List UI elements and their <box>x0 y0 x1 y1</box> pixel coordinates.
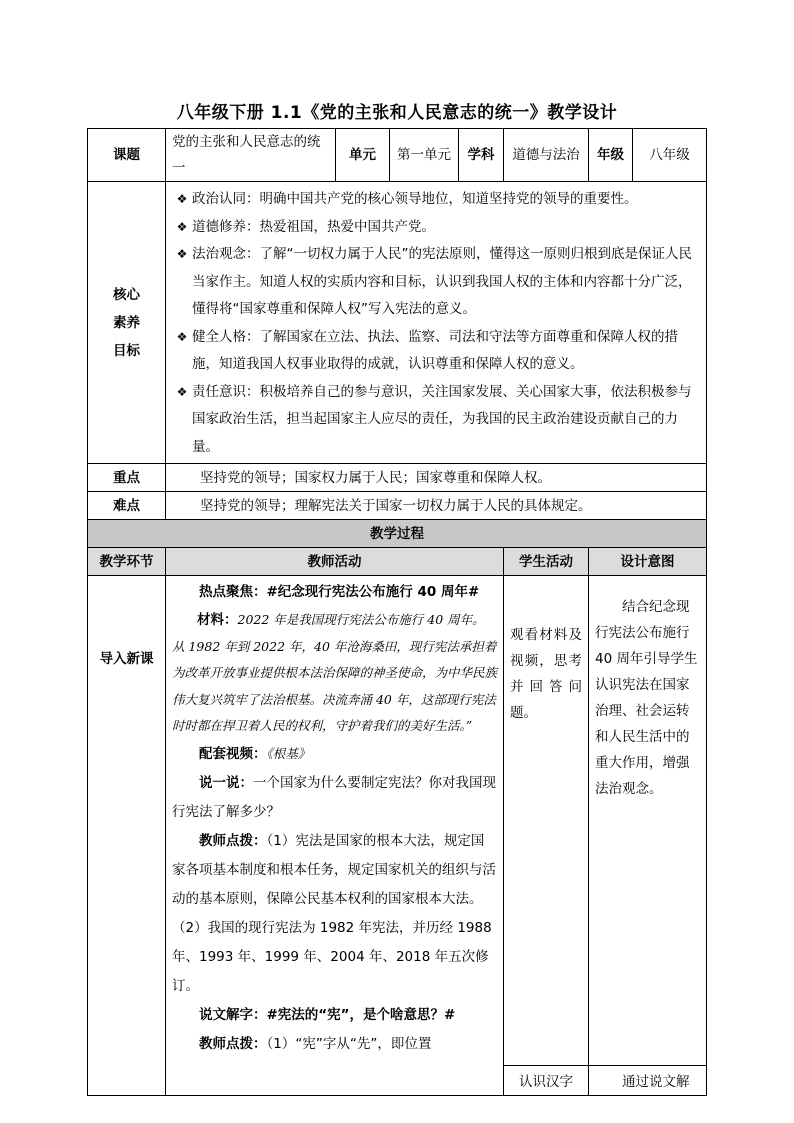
difficult-point-row <box>88 492 707 520</box>
goal-item: ❖ 法治观念：了解“一切权力属于人民”的宪法原则，懂得这一原则归根到底是保证人民当家作主。知道人权的实质内容和目标，认识到我国人权的主体和内容都十分广泛，懂得将“国家尊重和保障人权”写入宪法的意义。 <box>172 241 700 324</box>
subject-value: 道德与法治 <box>504 129 589 182</box>
unit-label: 单元 <box>336 129 390 182</box>
diamond-bullet-icon: ❖ <box>176 192 188 206</box>
guide2-label: 教师点拨： <box>199 1035 267 1052</box>
hot-value: #纪念现行宪法公布施行 40 周年# <box>266 584 480 600</box>
video-label: 配套视频： <box>199 745 267 762</box>
header-student: 学生活动 <box>504 548 589 576</box>
lesson-plan-table <box>87 128 707 1096</box>
say-label: 说一说： <box>199 774 253 791</box>
material-label: 材料： <box>197 612 238 628</box>
diamond-bullet-icon: ❖ <box>176 247 188 261</box>
word-value: #宪法的“宪”，是个啥意思？# <box>266 1006 456 1023</box>
design-intent: 结合纪念现行宪法公布施行 40 周年引导学生认识宪法在国家治理、社会运转和人民生活中的重大作用，增强法治观念。 <box>589 576 707 1066</box>
difficult-point-label: 难点 <box>88 492 166 520</box>
key-point-value: 坚持党的领导；国家权力属于人民；国家尊重和保障人权。 <box>166 464 707 492</box>
goals-list <box>166 182 707 464</box>
student-activity: 观看材料及视频，思考并回答问题。 <box>504 576 589 1066</box>
teacher-activity <box>166 576 504 1096</box>
grade-label: 年级 <box>589 129 633 182</box>
guide-label: 教师点拨： <box>199 832 267 849</box>
topic-value: 党的主张和人民意志的统一 <box>166 129 336 182</box>
word-label: 说文解字： <box>199 1006 267 1023</box>
goal-item: ❖ 政治认同：明确中国共产党的核心领导地位，知道坚持党的领导的重要性。 <box>172 186 700 214</box>
hot-label: 热点聚焦： <box>199 584 267 600</box>
stage-intro: 导入新课 <box>88 576 166 1096</box>
header-stage: 教学环节 <box>88 548 166 576</box>
student-activity-2: 认识汉字 <box>504 1066 589 1096</box>
diamond-bullet-icon: ❖ <box>176 384 188 399</box>
difficult-point-value: 坚持党的领导；理解宪法关于国家一切权力属于人民的具体规定。 <box>166 492 707 520</box>
intro-row <box>88 576 707 1066</box>
goal-item: ❖ 责任意识：积极培养自己的参与意识，关注国家发展、关心国家大事，依法积极参与国家政治生活，担当起国家主人应尽的责任，为我国的民主政治建设贡献自己的力量。 <box>172 379 700 462</box>
goals-label-line-2: 素养 <box>113 314 140 331</box>
goals-label <box>88 182 166 464</box>
info-row <box>88 129 707 182</box>
goals-row <box>88 182 707 464</box>
say-text: 一个国家为什么要制定宪法？你对我国现行宪法了解多少？ <box>172 774 496 820</box>
process-header-row <box>88 548 707 576</box>
unit-value: 第一单元 <box>390 129 459 182</box>
diamond-bullet-icon: ❖ <box>176 219 188 234</box>
process-section-title: 教学过程 <box>88 520 707 548</box>
subject-label: 学科 <box>459 129 504 182</box>
process-section-row <box>88 520 707 548</box>
guide2-text: （1）“宪”字从“先”，即位置 <box>266 1035 432 1052</box>
page-title: 八年级下册 1.1《党的主张和人民意志的统一》教学设计 <box>176 103 618 123</box>
goal-item: ❖ 健全人格：了解国家在立法、执法、监察、司法和守法等方面尊重和保障人权的措施，知道我国人权事业取得的成就，认识尊重和保障人权的意义。 <box>172 324 700 379</box>
grade-value: 八年级 <box>633 129 707 182</box>
key-point-row <box>88 464 707 492</box>
guide-text: （1）宪法是国家的根本大法，规定国家各项基本制度和根本任务，规定国家机关的组织与活动的基本原则，保障公民基本权利的国家根本大法。（2）我国的现行宪法为 1982 年宪法，并历经 1988 年、1993 年、1999 年、2004 年、2018 年五次修订。 <box>172 832 496 994</box>
header-design: 设计意图 <box>589 548 707 576</box>
design-intent-2: 通过说文解 <box>589 1066 707 1096</box>
material-text: 2022 年是我国现行宪法公布施行 40 周年。从 1982 年到 2022 年，40 年沧海桑田，现行宪法承担着为改革开放事业提供根本法治保障的神圣使命，为中华民族伟大复兴筑牢了法治根基。决流奔涌 40 年，这部现行宪法时时都在捍卫着人民的权利，守护着我们的美好生活。” <box>172 612 498 733</box>
key-point-label: 重点 <box>88 464 166 492</box>
topic-label: 课题 <box>88 129 166 182</box>
video-value: 《根基》 <box>266 745 311 761</box>
goal-item: ❖ 道德修养：热爱祖国，热爱中国共产党。 <box>172 214 700 242</box>
header-teacher: 教师活动 <box>166 548 504 576</box>
diamond-bullet-icon: ❖ <box>176 329 188 344</box>
goals-label-line-3: 目标 <box>113 342 140 359</box>
goals-label-line-1: 核心 <box>113 286 140 303</box>
